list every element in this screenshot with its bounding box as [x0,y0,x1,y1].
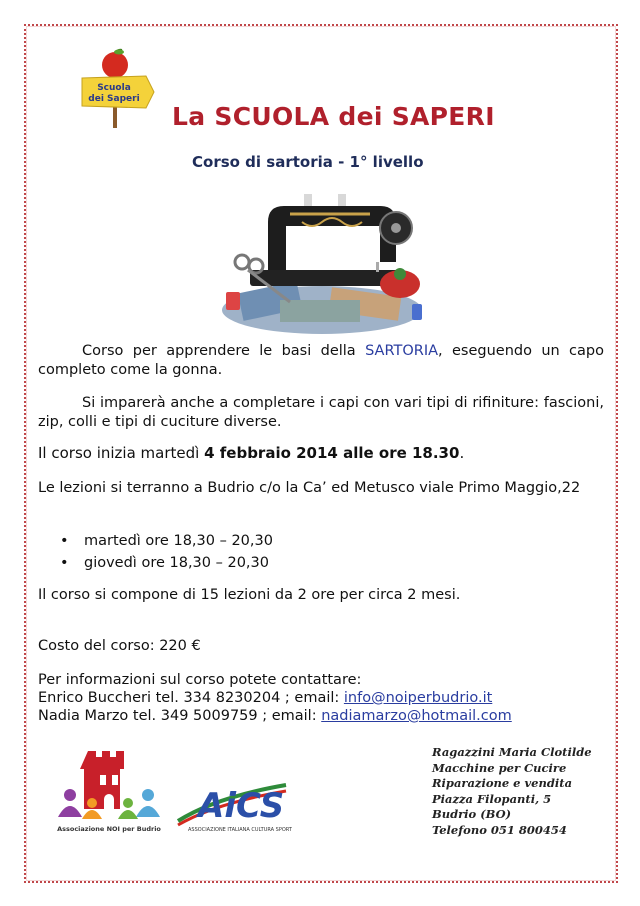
shop-line: Budrio (BO) [432,807,512,822]
schedule-list [38,530,598,574]
aics-caption: ASSOCIAZIONE ITALIANA CULTURA SPORT [188,827,292,833]
scuola-dei-saperi-logo [80,48,158,130]
shop-line: Telefono 051 800454 [432,822,567,837]
shop-line: Ragazzini Maria Clotilde [432,745,592,759]
start-paragraph [38,444,604,463]
logo-text-1: Scuola [97,83,131,93]
schedule-item-text: martedì ore 18,30 – 20,30 [84,533,273,549]
contact-1-text: Enrico Buccheri tel. 334 8230204 ; email: [38,690,344,706]
bullet-icon: • [60,533,69,549]
cost-paragraph: Costo del corso: 220 € [38,638,201,654]
aics-text: AiCS [198,786,285,826]
shop-line: Piazza Filopanti, 5 [432,791,552,806]
bullet-icon: • [60,555,69,571]
start-text-after: . [459,444,465,462]
contact-2-email-link[interactable]: nadiamarzo@hotmail.com [321,708,512,724]
noi-per-budrio-logo [52,745,167,835]
location-paragraph: Le lezioni si terranno a Budrio c/o la Ca’ ed Metusco viale Primo Maggio,22 [38,480,581,496]
intro-text-after: , eseguendo un capo completo come la gonna. [38,343,604,378]
logo-text-2: dei Saperi [88,94,140,104]
start-date: 4 febbraio 2014 alle ore 18.30 [204,444,460,462]
contact-2-text: Nadia Marzo tel. 349 5009759 ; email: [38,708,322,724]
schedule-item [38,530,598,552]
aics-logo [176,775,304,835]
noi-caption: Associazione NOI per Budrio [57,825,161,833]
contact-1-email-link[interactable]: info@noiperbudrio.it [343,690,493,706]
sewing-machine-illustration [220,192,425,337]
shop-line: Riparazione e vendita [432,776,573,791]
contacts-intro: Per informazioni sul corso potete contattare: [38,672,362,688]
page-title: La SCUOLA dei SAPERI [172,102,495,131]
contacts-block [38,671,604,725]
shop-line: Macchine per Cucire [432,760,567,775]
contact-line-1 [38,689,604,707]
schedule-item [38,552,598,574]
details-paragraph: Si imparerà anche a completare i capi con vari tipi di rifiniture: fascioni, zip, colli e tipi di cuciture diverse. [38,395,604,430]
intro-text-before: Corso per apprendere le basi della [82,343,366,359]
schedule-item-text: giovedì ore 18,30 – 20,30 [84,555,269,571]
composition-paragraph: Il corso si compone di 15 lezioni da 2 ore per circa 2 mesi. [38,587,461,603]
start-text-before: Il corso inizia martedì [38,444,205,462]
intro-paragraph [38,342,604,380]
sartoria-highlight: SARTORIA [365,343,439,359]
course-subtitle: Corso di sartoria - 1° livello [192,153,424,171]
contact-line-2 [38,707,604,725]
shop-info [432,745,592,839]
